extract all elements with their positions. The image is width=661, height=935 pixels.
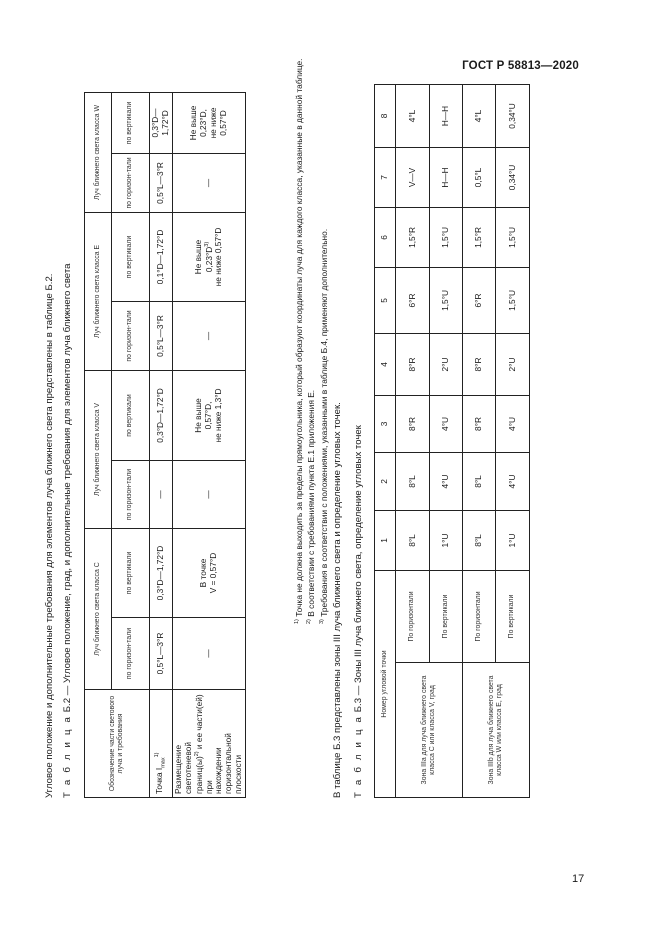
table-b3-direction: По вертикали [496, 570, 530, 662]
table-b2-cell: 0,1°D—1,72°D [150, 212, 173, 301]
table-b2-cell: 0,3°D—1,72°D [150, 370, 173, 460]
table-b2-w-h-header: по горизон-тали [112, 153, 150, 212]
table-b3-point-number: 7 [375, 147, 396, 207]
table-b3-intro: В таблице Б.3 представлены зоны III луча ближнего света и определение угловых точек. [332, 402, 343, 798]
table-b2-w-v-header: по вертикали [112, 92, 150, 153]
table-b2-cell: — [172, 301, 245, 370]
table-b2-v-h-header: по горизон-тали [112, 461, 150, 529]
table-b3-zone-label: Зона IIIb для луча ближнего света класса W или класса Е, град [463, 663, 530, 798]
table-b2-caption-text: Б.2 — Угловое положение, град, и дополнительные требования для элементов луча ближнего света [62, 263, 73, 713]
table-b2-cell: 0,5°L—3°R [150, 153, 173, 212]
footnote: $^{1)}$ Точка не должна выходить за пределы прямоугольника, который образуют координаты луча для каждого класса, указанные в данной таблице. [293, 58, 304, 624]
table-b2-cell: — [172, 461, 245, 529]
rotated-content [40, 36, 600, 798]
table-b3-cell: 0,5°L [463, 147, 496, 207]
table-b3-cell: H—H [430, 147, 463, 207]
table-b3-cell: 8°L [463, 510, 496, 570]
table-b3-cell: 1°U [496, 510, 530, 570]
table-b3-cell: 6°R [463, 267, 496, 333]
table-b2-caption [62, 264, 73, 798]
footnote: $^{3)}$ Требования в соответствии с положениями, указанными в таблице Б.4, применяют дополнительно. [318, 228, 329, 624]
table-b3-cell: 8°R [463, 395, 496, 452]
table-b3-point-number: 8 [375, 84, 396, 147]
table-b3-cell: 8°L [463, 452, 496, 510]
table-b2-row1-label: Точка $I_{max}^{1)}$ [150, 690, 173, 798]
table-b3-cell: 1°U [430, 510, 463, 570]
table-b3-cell: H—H [430, 84, 463, 147]
table-b2-cell: Не выше 0,57°D, не ниже 1,3°D [172, 370, 245, 460]
table-b2-class-c-header: Луч ближнего света класса С [85, 529, 112, 690]
table-b3-caption-label: Т а б л и ц а [353, 714, 364, 798]
table-b3-caption-text: Б.3 — Зоны III луча ближнего света, определение угловых точек [353, 425, 364, 713]
document-header: ГОСТ Р 58813—2020 [462, 60, 579, 72]
table-b2-cell: — [150, 461, 173, 529]
table-b3-cell: 4°U [430, 452, 463, 510]
table-b2-class-w-header: Луч ближнего света класса W [85, 92, 112, 212]
table-b2-cell: 0,3°D—1,72°D [150, 529, 173, 618]
table-b3-cell: 8°R [396, 395, 430, 452]
table-b3-direction: По горизонтали [463, 570, 496, 662]
table-b3-cell: 8°L [396, 452, 430, 510]
table-b2-cell: 0,5°L—3°R [150, 301, 173, 370]
table-b3-cell: 1,5°R [463, 207, 496, 267]
table-b2-row2-label: Размещение светотеневой $границ(ы)^{2)}$ и ее части(ей) при нахождении горизонтальной плоскости [172, 690, 245, 798]
table-b3-cell: 1,5°U [496, 267, 530, 333]
table-b3-cell: 1,5°U [430, 267, 463, 333]
table-b3-cell: 6°R [396, 267, 430, 333]
table-b3-cell: 0,34°U [496, 147, 530, 207]
table-b2-class-v-header: Луч ближнего света класса V [85, 370, 112, 528]
table-b3-cell: 1,5°R [396, 207, 430, 267]
table-b3-zone-label: Зона IIIa для луча ближнего света класса С или класса V, град [396, 663, 463, 798]
table-b3-point-number: 1 [375, 510, 396, 570]
table-b3-cell: 8°R [396, 333, 430, 395]
table-b3 [374, 84, 530, 798]
table-b3-cell: 4°U [430, 395, 463, 452]
footnote: $^{2)}$ В соответствии с требованиями пункта Е.1 приложения Е. [306, 389, 317, 624]
table-b3-direction: По горизонтали [396, 570, 430, 662]
table-b2-c-h-header: по горизон-тали [112, 618, 150, 690]
table-b2-cell: В точке V = 0,57°D [172, 529, 245, 618]
table-b2-cell: 0,3°D—1,72°D [150, 92, 173, 153]
table-b3-cell: 2°U [496, 333, 530, 395]
table-b2-intro: Угловое положение и дополнительные требования для элементов луча ближнего света представлены в таблице Б.2. [44, 273, 55, 798]
table-b2-cell: — [172, 153, 245, 212]
table-b2-designation-header: Обозначение части светового луча и требования [85, 690, 150, 798]
table-b3-cell: 4°L [396, 84, 430, 147]
table-b2-caption-label: Т а б л и ц а [62, 714, 73, 798]
table-b3-point-number: 3 [375, 395, 396, 452]
table-b2-footnotes [292, 58, 329, 624]
table-b2-cell: Не выше 0,23°D, не ниже 0,57°D [172, 92, 245, 153]
table-b2-v-v-header: по вертикали [112, 370, 150, 460]
table-b3-cell: 8°L [396, 510, 430, 570]
table-b2-e-v-header: по вертикали [112, 212, 150, 301]
table-b3-cell: 0,34°U [496, 84, 530, 147]
table-b2-cell: Не выше $0,23^\circ D^{3)}$ не ниже 0,57°D [172, 212, 245, 301]
table-b2-cell: 0,5°L—3°R [150, 618, 173, 690]
table-b2-e-h-header: по горизон-тали [112, 301, 150, 370]
table-b3-point-number: 5 [375, 267, 396, 333]
table-b3-cell: 4°U [496, 395, 530, 452]
table-b2 [84, 92, 246, 798]
table-b3-cell: 4°U [496, 452, 530, 510]
table-b3-caption [353, 425, 364, 798]
table-b3-cell: 1,5°U [496, 207, 530, 267]
table-b3-point-number: 6 [375, 207, 396, 267]
table-b3-corner-header: Номер угловой точки [375, 570, 396, 797]
table-b2-cell: — [172, 618, 245, 690]
table-b3-direction: По вертикали [430, 570, 463, 662]
table-b3-cell: 4°L [463, 84, 496, 147]
page-number: 17 [572, 873, 585, 885]
table-b3-cell: 2°U [430, 333, 463, 395]
table-b3-cell: 1,5°U [430, 207, 463, 267]
table-b3-cell: V—V [396, 147, 430, 207]
table-b2-class-e-header: Луч ближнего света класса Е [85, 212, 112, 370]
table-b3-cell: 8°R [463, 333, 496, 395]
table-b3-point-number: 4 [375, 333, 396, 395]
table-b3-point-number: 2 [375, 452, 396, 510]
table-b2-c-v-header: по вертикали [112, 529, 150, 618]
